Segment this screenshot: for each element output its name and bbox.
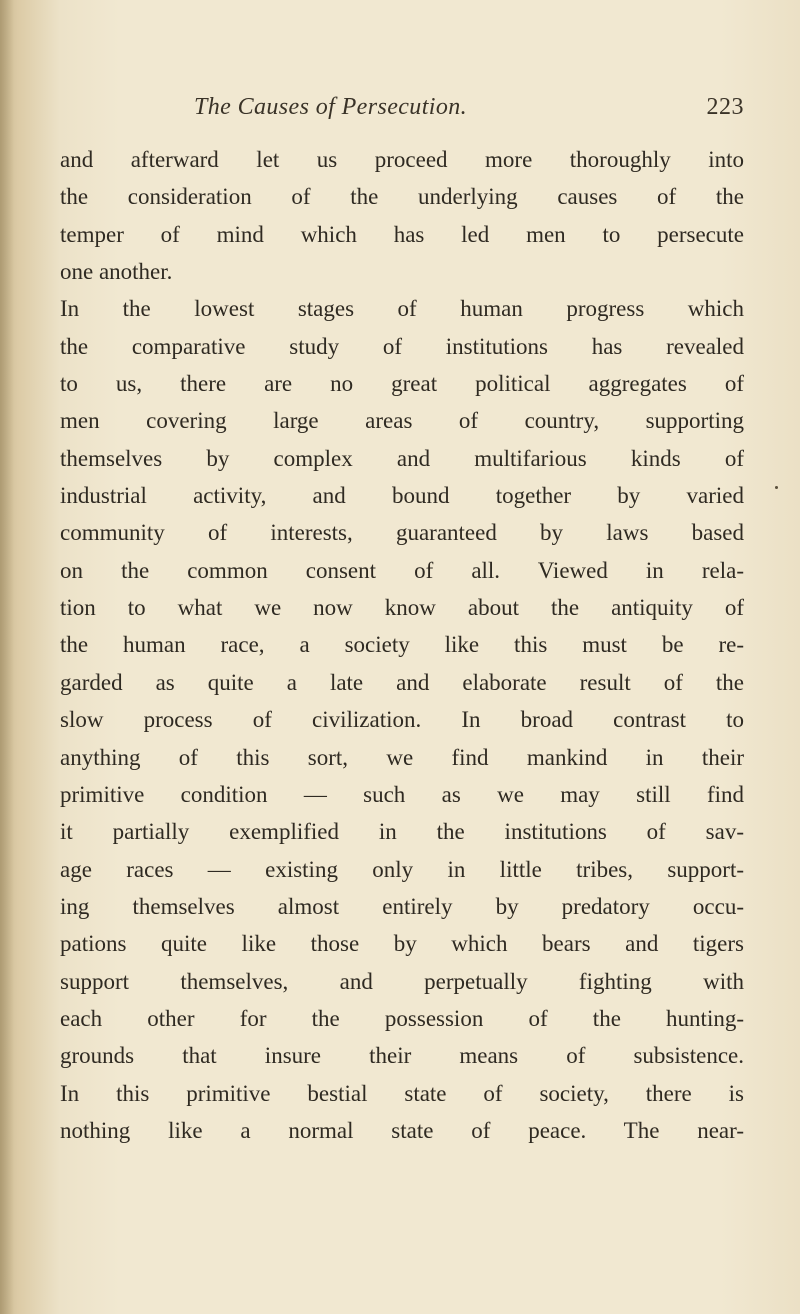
text-line: and afterward let us proceed more thoroughly into [60,147,744,172]
text-line: one another. [60,259,173,285]
running-title: The Causes of Persecution. [194,94,468,120]
text-line: slow process of civilization. In broad contrast to [60,707,744,733]
gutter-shadow [0,0,14,1314]
text-line: men covering large areas of country, supporting [60,408,744,434]
text-line: to us, there are no great political aggregates of [60,371,744,397]
text-line: ing themselves almost entirely by predatory occu- [60,893,744,919]
text-line: industrial activity, and bound together by varied [60,483,744,509]
text-line: support themselves, and perpetually fighting with [60,968,744,994]
text-line: tion to what we now know about the antiquity of [60,595,744,621]
ink-speck [775,486,778,489]
text-line: garded as quite a late and elaborate result of the [60,669,744,695]
text-line: the consideration of the underlying causes of the [60,184,744,210]
text-line: themselves by complex and multifarious kinds of [60,445,744,471]
text-line: anything of this sort, we find mankind in their [60,744,744,770]
page-number: 223 [706,94,744,120]
text-line: temper of mind which has led men to persecute [60,221,744,247]
text-line: on the common consent of all. Viewed in rela- [60,557,744,583]
text-line: each other for the possession of the hunting- [60,1005,744,1031]
running-head [60,94,744,134]
text-line: the human race, a society like this must be re- [60,632,744,658]
body-text [60,141,744,1149]
text-line: grounds that insure their means of subsistence. [60,1043,744,1069]
text-line: the comparative study of institutions has revealed [60,333,744,359]
text-line: nothing like a normal state of peace. The near- [60,1117,744,1143]
text-line: In the lowest stages of human progress which [60,296,744,322]
text-line: age races — existing only in little tribes, support- [60,856,744,882]
text-line: In this primitive bestial state of society, there is [60,1080,744,1106]
text-line: primitive condition — such as we may still find [60,781,744,807]
text-line: it partially exemplified in the institutions of sav- [60,819,744,845]
text-line: pations quite like those by which bears and tigers [60,931,744,957]
text-line: community of interests, guaranteed by laws based [60,520,744,546]
